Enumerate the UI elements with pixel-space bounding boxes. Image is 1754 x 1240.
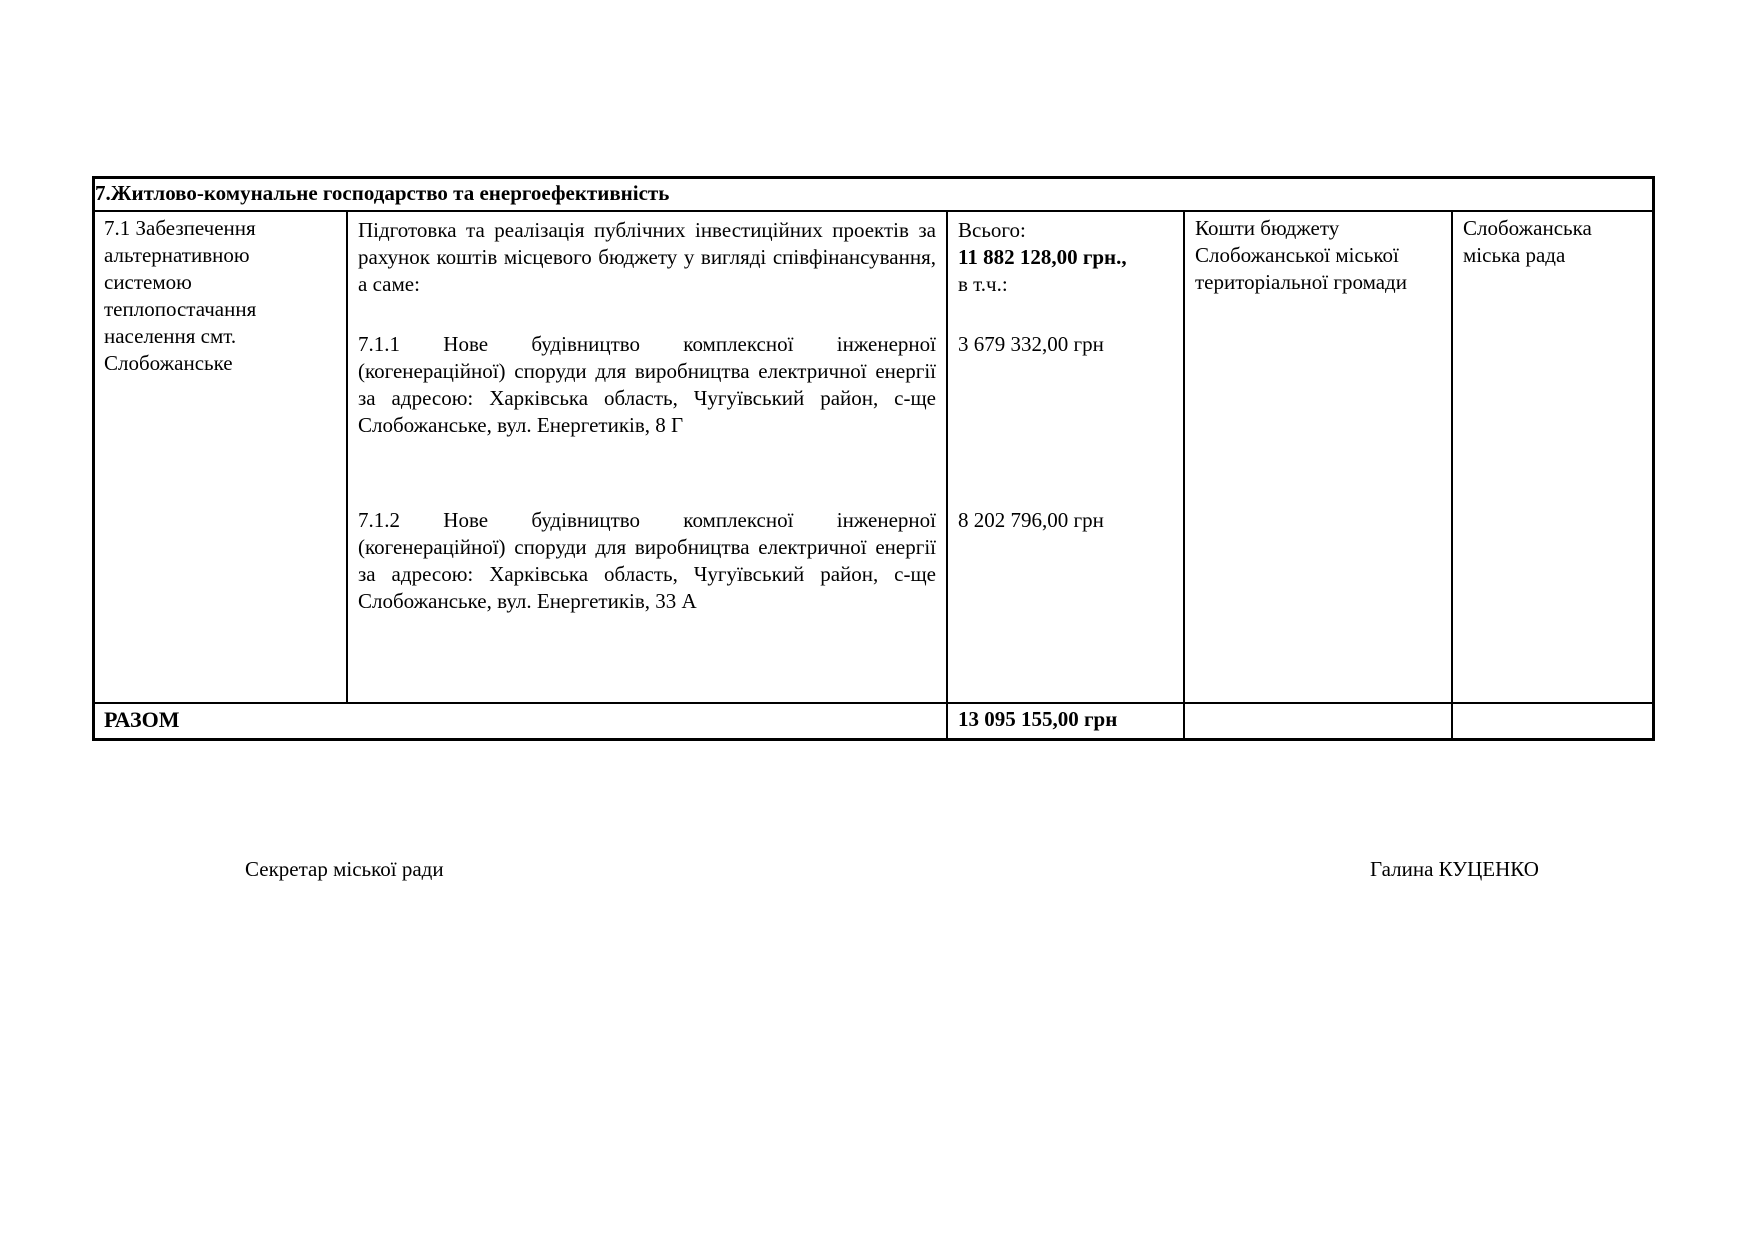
total-amount: 13 095 155,00 грн xyxy=(946,704,1183,738)
cell-program-name: 7.1 Забезпечення альтернативною системою теплопостачання населення смт. Слобожанське xyxy=(104,216,257,375)
cell-funding-source: Кошти бюджету Слобожанської міської територіальної громади xyxy=(1183,212,1451,702)
total-row xyxy=(95,702,1652,738)
funding-amount-7-1-1: 3 679 332,00 грн xyxy=(958,332,1104,356)
funding-total-label: Всього: xyxy=(958,218,1026,242)
table-row xyxy=(95,210,1652,702)
funding-total-block xyxy=(958,217,1177,298)
cell-responsible-body: Слобожанська міська рада xyxy=(1451,212,1652,702)
cell-funding-amounts xyxy=(946,212,1183,702)
funding-including-label: в т.ч.: xyxy=(958,272,1008,296)
signatory-name: Галина КУЦЕНКО xyxy=(1370,857,1539,881)
cell-measures xyxy=(346,212,946,702)
budget-table xyxy=(92,176,1655,741)
measure-7-1-1-text: 7.1.1 Нове будівництво комплексної інженерної (когенераційної) споруди для виробництва електричної енергії за адресою: Харківська область, Чугуївський район, с-ще Слобожанське, вул. Енергетиків, 8 Г xyxy=(358,332,936,437)
signatory-position: Секретар міської ради xyxy=(245,857,444,881)
total-empty-cell-responsible xyxy=(1451,704,1652,738)
measure-7-1-2-text: 7.1.2 Нове будівництво комплексної інженерної (когенераційної) споруди для виробництва електричної енергії за адресою: Харківська область, Чугуївський район, с-ще Слобожанське, вул. Енергетиків, 33 А xyxy=(358,508,936,613)
funding-amount-7-1-2: 8 202 796,00 грн xyxy=(958,508,1104,532)
total-label: РАЗОМ xyxy=(104,707,180,732)
total-empty-cell-source xyxy=(1183,704,1451,738)
section-title: 7.Житлово-комунальне господарство та енергоефективність xyxy=(95,181,670,205)
funding-total-amount: 11 882 128,00 грн., xyxy=(958,245,1127,269)
measures-intro-text: Підготовка та реалізація публічних інвестиційних проектів за рахунок коштів місцевого бюджету у вигляді співфінансування, а саме: xyxy=(358,218,936,296)
